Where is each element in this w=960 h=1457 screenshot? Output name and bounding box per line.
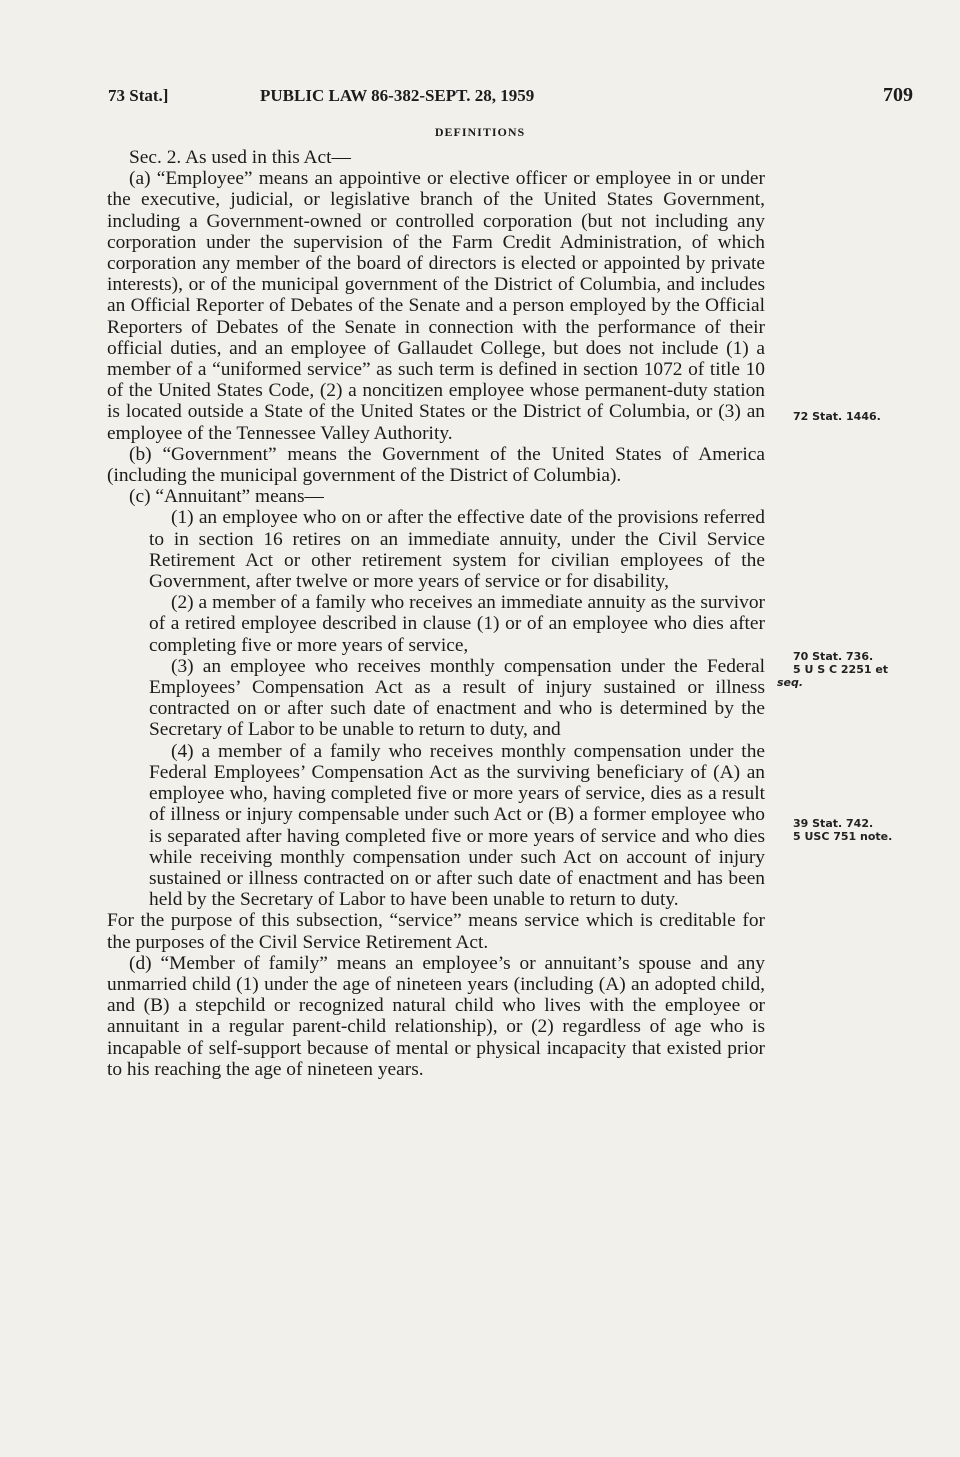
body-text bbox=[107, 147, 765, 1080]
section-heading: DEFINITIONS bbox=[434, 125, 526, 139]
page-header bbox=[108, 84, 913, 110]
law-title: PUBLIC LAW 86-382-SEPT. 28, 1959 bbox=[260, 86, 535, 105]
section-intro: Sec. 2. As used in this Act— bbox=[129, 147, 351, 168]
volume-reference: 73 Stat.] bbox=[108, 86, 169, 105]
definition-a-employee: (a) “Employee” means an appointive or elective officer or employee in or under the executive, judicial, or legislative branch of the United States Government, including a Government-owned or controlled corporation (but not including any corporation under the supervision of the Farm Credit Administration, of which corporation any member of the board of directors is elected or appointed by private interests), or of the municipal government of the District of Columbia, and includes an Official Reporter of Debates of the Senate and a person employed by the Official Reporters of Debates of the Senate in connection with the performance of their official duties, and an employee of Gallaudet College, but does not include (1) a member of a “uniformed service” as such term is defined in section 1072 of title 10 of the United States Code, (2) a noncitizen employee whose permanent-duty station is located outside a State of the United States or the District of Columbia, or (3) an employee of the Tennessee Valley Authority. bbox=[107, 168, 765, 444]
service-definition: For the purpose of this subsection, “service” means service which is creditable for the purposes of the Civil Service Retirement Act. bbox=[107, 910, 765, 953]
margin-note-compensation-act bbox=[793, 817, 892, 843]
clause-c-2: (2) a member of a family who receives an immediate annuity as the survivor of a retired employee described in clause (1) or of an employee who dies after completing five or more years of service, bbox=[149, 592, 765, 656]
margin-note-retirement-act bbox=[777, 650, 889, 689]
margin-note-line: 5 U S C 2251 et bbox=[793, 663, 889, 676]
definition-c-annuitant: (c) “Annuitant” means— bbox=[129, 486, 324, 508]
margin-note-line: 70 Stat. 736. bbox=[793, 650, 874, 663]
margin-note-line: 39 Stat. 742. bbox=[793, 817, 874, 830]
margin-note-line: seq. bbox=[777, 676, 804, 689]
clause-c-1: (1) an employee who on or after the effective date of the provisions referred to in section 16 retires on an immediate annuity, under the Civil Service Retirement Act or other retirement system for civilian employees of the Government, after twelve or more years of service or for disability, bbox=[149, 507, 765, 593]
definition-d-member-of-family: (d) “Member of family” means an employee’s or annuitant’s spouse and any unmarried child (1) under the age of nineteen years (including (A) an adopted child, and (B) a stepchild or recognized natural child who lives with the employee or annuitant in a regular parent-child relationship), or (2) regardless of age who is incapable of self-support because of mental or physical incapacity that existed prior to his reaching the age of nineteen years. bbox=[107, 952, 765, 1080]
definition-b-government: (b) “Government” means the Government of the United States of America (including the municipal government of the District of Columbia). bbox=[107, 443, 765, 487]
clause-c-4: (4) a member of a family who receives monthly compensation under the Federal Employees’ Compensation Act as the surviving beneficiary of (A) an employee who, having completed five or more years of service, dies as a result of illness or injury compensable under such Act or (B) a former employee who is separated after having completed five or more years of service and who dies while receiving monthly compensation under such Act on account of injury sustained or illness contracted on or after such date of enactment and has been held by the Secretary of Labor to have been unable to return to duty. bbox=[149, 740, 765, 911]
margin-note-uniformed-service bbox=[793, 410, 881, 423]
margin-note-line: 72 Stat. 1446. bbox=[793, 410, 881, 423]
margin-note-line: 5 USC 751 note. bbox=[793, 830, 893, 843]
clause-c-3: (3) an employee who receives monthly compensation under the Federal Employees’ Compensation Act as a result of injury sustained or illness contracted on or after such date of enactment and who is determined by the Secretary of Labor to be unable to return to duty, and bbox=[149, 655, 765, 741]
page-number: 709 bbox=[883, 84, 913, 106]
